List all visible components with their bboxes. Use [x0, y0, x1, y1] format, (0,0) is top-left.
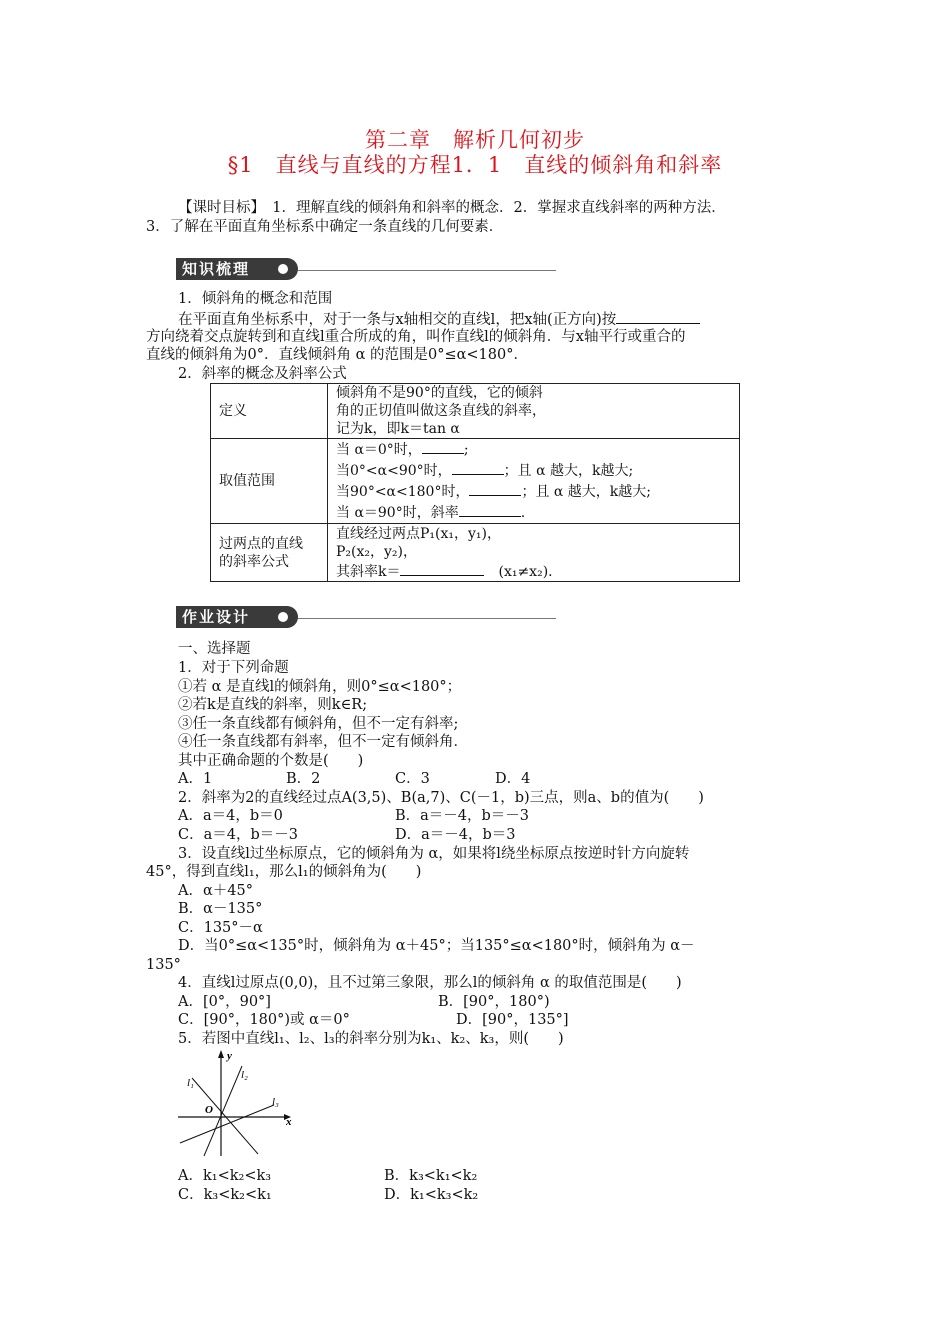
knowledge-para-1c: 直线的倾斜角为0°．直线倾斜角 α 的范围是0°≤α<180°． — [146, 347, 528, 363]
section-label-knowledge: 知识梳理 — [176, 258, 298, 280]
q1-item-3: ③任一条直线都有倾斜角，但不一定有斜率; — [178, 716, 459, 732]
cell-text: (x₁≠x₂)． — [498, 563, 563, 580]
q3-option-a: A．α＋45° — [178, 883, 253, 899]
cell-line — [336, 561, 731, 581]
chapter-title: 第二章 解析几何初步 — [365, 128, 585, 152]
table-cell-formula — [328, 524, 740, 582]
section-bar-knowledge — [176, 258, 556, 280]
q3-stem-1: 3．设直线l过坐标原点，它的倾斜角为 α，如果将l绕坐标原点按逆时针方向旋转 — [178, 846, 690, 862]
divider-line — [298, 618, 556, 619]
slope-table — [210, 383, 740, 582]
cell-text: 当 α＝0°时， — [336, 442, 422, 458]
q1-option-c: C．3 — [395, 771, 430, 787]
label-l1: l₁ — [187, 1077, 194, 1089]
q4-option-b: B．[90°，180°) — [438, 994, 550, 1010]
cell-text: 当0°<α<90°时， — [336, 463, 452, 479]
goals-line-1: 【课时目标】 1．理解直线的倾斜角和斜率的概念．2．掌握求直线斜率的两种方法． — [178, 200, 726, 216]
divider-line — [298, 270, 556, 271]
x-axis-label: x — [286, 1116, 292, 1128]
q2-option-c: C．a＝4，b＝－3 — [178, 827, 298, 843]
section-bar-homework — [176, 606, 556, 628]
q3-stem-2: 45°，得到直线l₁，那么l₁的倾斜角为( ) — [146, 864, 422, 880]
label-l2: l₂ — [241, 1069, 248, 1081]
knowledge-para-1b: 方向绕着交点旋转到和直线l重合所成的角，叫作直线l的倾斜角．与x轴平行或重合的 — [146, 329, 686, 345]
q2-option-d: D．a＝－4，b＝3 — [395, 827, 516, 843]
cell-line: 角的正切值叫做这条直线的斜率， — [336, 403, 546, 419]
answer-blank — [400, 561, 484, 576]
table-row — [211, 439, 740, 524]
q5-stem: 5．若图中直线l₁、l₂、l₃的斜率分别为k₁、k₂、k₃，则( ) — [178, 1031, 564, 1047]
answer-blank — [422, 439, 464, 454]
cell-line: 直线经过两点P₁(x₁，y₁)， — [336, 525, 501, 542]
answer-blank — [452, 460, 504, 475]
table-head-range: 取值范围 — [211, 439, 328, 524]
y-axis-arrow-icon — [218, 1050, 224, 1058]
q3-option-d-cont: 135° — [146, 957, 181, 973]
knowledge-text: 在平面直角坐标系中，对于一条与x轴相交的直线l，把x轴(正方向)按 — [178, 312, 617, 328]
cell-text: 当 α＝90°时，斜率 — [336, 505, 459, 521]
q3-option-b: B．α－135° — [178, 901, 263, 917]
knowledge-heading-1: 1．倾斜角的概念和范围 — [178, 291, 333, 307]
q1-option-a: A．1 — [178, 771, 213, 787]
cell-line: 过两点的直线 — [219, 535, 303, 552]
answer-blank — [469, 481, 521, 496]
cell-line — [336, 481, 731, 502]
q4-option-c: C．[90°，180°)或 α＝0° — [178, 1012, 350, 1028]
q4-stem: 4．直线l过原点(0,0)，且不过第三象限，那么l的倾斜角 α 的取值范围是( ) — [178, 975, 682, 991]
cell-text: ; — [463, 442, 469, 458]
bullet-dot-icon — [278, 612, 288, 622]
q4-option-d: D．[90°，135°] — [456, 1012, 569, 1028]
cell-line: P₂(x₂，y₂)， — [336, 543, 417, 560]
cell-line: 记为k，即k＝tan α — [336, 421, 460, 437]
table-cell-range — [328, 439, 740, 524]
origin-label: O — [205, 1104, 213, 1116]
table-head-formula — [211, 524, 328, 582]
q1-item-2: ②若k是直线的斜率，则k∈R; — [178, 697, 368, 713]
label-l3: l₃ — [272, 1096, 279, 1108]
goals-line-2: 3．了解在平面直角坐标系中确定一条直线的几何要素． — [146, 219, 504, 235]
q4-option-a: A．[0°，90°] — [178, 994, 271, 1010]
q3-option-d: D．当0°≤α<135°时，倾斜角为 α＋45°；当135°≤α<180°时，倾斜角为 α－ — [178, 938, 695, 954]
answer-blank — [616, 309, 700, 324]
y-axis-label: y — [227, 1050, 232, 1062]
cell-line: 的斜率公式 — [219, 553, 289, 570]
cell-text: 其斜率k＝ — [336, 563, 401, 580]
bullet-dot-icon — [278, 264, 288, 274]
line-l3 — [180, 1105, 274, 1143]
table-head-definition: 定义 — [211, 384, 328, 439]
cell-line — [336, 460, 731, 481]
knowledge-heading-2: 2．斜率的概念及斜率公式 — [178, 366, 347, 382]
q2-stem: 2．斜率为2的直线经过点A(3,5)、B(a,7)、C(－1，b)三点，则a、b的值为( ) — [178, 790, 704, 806]
q5-option-a: A．k₁<k₂<k₃ — [178, 1168, 272, 1184]
section-label-homework: 作业设计 — [176, 606, 298, 628]
q1-item-4: ④任一条直线都有斜率，但不一定有倾斜角． — [178, 734, 468, 750]
cell-text: ；且 α 越大，k越大; — [521, 484, 652, 500]
q5-option-d: D．k₁<k₃<k₂ — [384, 1187, 479, 1203]
knowledge-para-1a — [178, 309, 700, 329]
q5-line-figure — [172, 1048, 302, 1160]
cell-line: 倾斜角不是90°的直线，它的倾斜 — [336, 385, 543, 401]
homework-part: 一、选择题 — [178, 641, 251, 657]
q1-option-d: D．4 — [495, 771, 531, 787]
table-row — [211, 524, 740, 582]
q1-stem: 1．对于下列命题 — [178, 660, 289, 676]
answer-blank — [459, 502, 521, 517]
cell-text: ；且 α 越大，k越大; — [503, 463, 634, 479]
table-cell-definition — [328, 384, 740, 439]
q5-option-c: C．k₃<k₂<k₁ — [178, 1187, 272, 1203]
q1-option-b: B．2 — [286, 771, 321, 787]
section-title: §1 直线与直线的方程1．1 直线的倾斜角和斜率 — [227, 153, 723, 177]
q2-option-a: A．a＝4，b＝0 — [178, 808, 283, 824]
q5-option-b: B．k₃<k₁<k₂ — [384, 1168, 478, 1184]
table-row — [211, 384, 740, 439]
cell-line — [336, 439, 731, 460]
q1-item-1: ①若 α 是直线l的倾斜角，则0°≤α<180°； — [178, 679, 462, 695]
q2-option-b: B．a＝－4，b＝－3 — [395, 808, 530, 824]
cell-line — [336, 502, 731, 523]
q1-ask: 其中正确命题的个数是( ) — [178, 753, 364, 769]
q3-option-c: C．135°－α — [178, 920, 263, 936]
cell-text: 当90°<α<180°时， — [336, 484, 470, 500]
cell-text: . — [520, 505, 526, 521]
